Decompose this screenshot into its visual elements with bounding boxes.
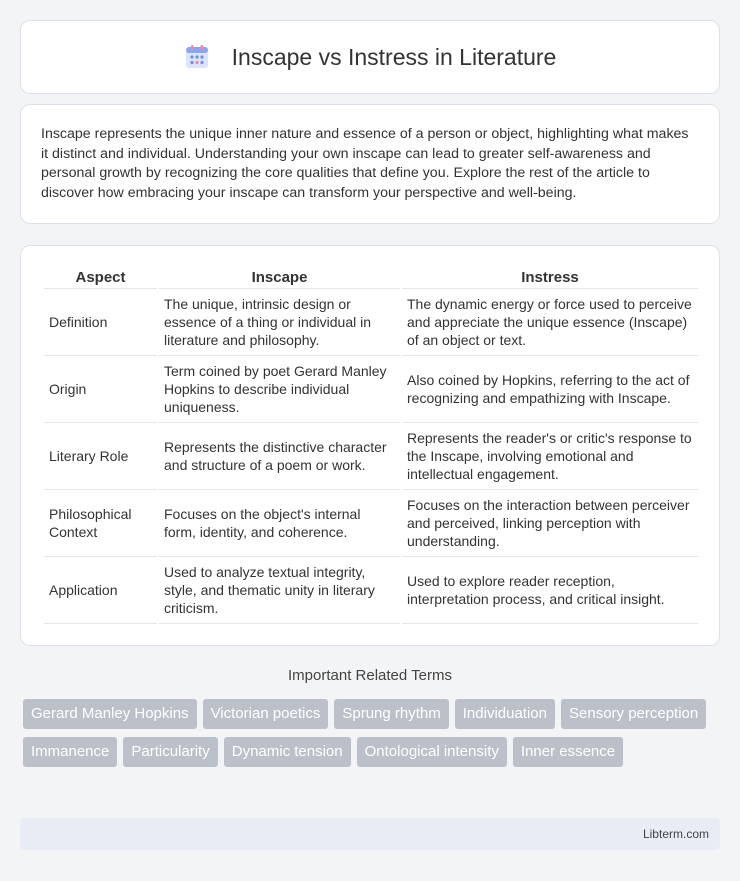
related-terms-list: [23, 699, 717, 767]
instress-cell: Used to explore reader reception, interpretation process, and critical insight.: [402, 557, 698, 624]
column-header-inscape: Inscape: [159, 268, 400, 289]
related-term-tag[interactable]: Gerard Manley Hopkins: [23, 699, 197, 729]
inscape-cell: Term coined by poet Gerard Manley Hopkins to describe individual uniqueness.: [159, 356, 400, 423]
instress-cell: The dynamic energy or force used to perceive and appreciate the unique essence (Inscape) of an object or text.: [402, 289, 698, 356]
instress-cell: Represents the reader's or critic's response to the Inscape, involving emotional and intellectual engagement.: [402, 423, 698, 490]
footer-site-link[interactable]: Libterm.com: [642, 827, 709, 841]
calendar-grid-icon: [184, 44, 210, 70]
related-term-tag[interactable]: Inner essence: [513, 737, 623, 767]
table-row: [44, 289, 698, 356]
inscape-cell: The unique, intrinsic design or essence of a thing or individual in literature and philosophy.: [159, 289, 400, 356]
table-row: [44, 490, 698, 557]
related-term-tag[interactable]: Immanence: [23, 737, 117, 767]
related-term-tag[interactable]: Particularity: [123, 737, 217, 767]
inscape-cell: Represents the distinctive character and structure of a poem or work.: [159, 423, 400, 490]
title-wrap: [184, 44, 557, 71]
aspect-cell: Philosophical Context: [44, 490, 157, 557]
table-row: [44, 557, 698, 624]
table-row: [44, 423, 698, 490]
table-row: [44, 356, 698, 423]
related-term-tag[interactable]: Individuation: [455, 699, 555, 729]
comparison-table: [42, 268, 700, 624]
intro-text: Inscape represents the unique inner nature and essence of a person or object, highlighting what makes it distinct and individual. Understanding your own inscape can lead to greater self-awareness and personal growth by recognizing the core qualities that define you. Explore the rest of the article to discover how embracing your inscape can transform your perspective and well-being.: [41, 126, 689, 201]
aspect-cell: Application: [44, 557, 157, 624]
instress-cell: Focuses on the interaction between perceiver and perceived, linking perception with understanding.: [402, 490, 698, 557]
inscape-cell: Used to analyze textual integrity, style, and thematic unity in literary criticism.: [159, 557, 400, 624]
aspect-cell: Literary Role: [44, 423, 157, 490]
intro-card: [20, 104, 720, 224]
column-header-instress: Instress: [402, 268, 698, 289]
related-term-tag[interactable]: Sprung rhythm: [334, 699, 448, 729]
instress-cell: Also coined by Hopkins, referring to the act of recognizing and empathizing with Inscape.: [402, 356, 698, 423]
header-card: [20, 20, 720, 94]
column-header-aspect: Aspect: [44, 268, 157, 289]
comparison-table-card: [20, 245, 720, 646]
table-header-row: [44, 268, 698, 289]
aspect-cell: Definition: [44, 289, 157, 356]
footer: [20, 818, 720, 850]
page-title: Inscape vs Instress in Literature: [231, 43, 557, 70]
related-term-tag[interactable]: Dynamic tension: [224, 737, 351, 767]
related-term-tag[interactable]: Victorian poetics: [203, 699, 329, 729]
related-term-tag[interactable]: Sensory perception: [561, 699, 706, 729]
aspect-cell: Origin: [44, 356, 157, 423]
inscape-cell: Focuses on the object's internal form, identity, and coherence.: [159, 490, 400, 557]
related-terms-heading: Important Related Terms: [288, 667, 452, 684]
related-term-tag[interactable]: Ontological intensity: [357, 737, 507, 767]
